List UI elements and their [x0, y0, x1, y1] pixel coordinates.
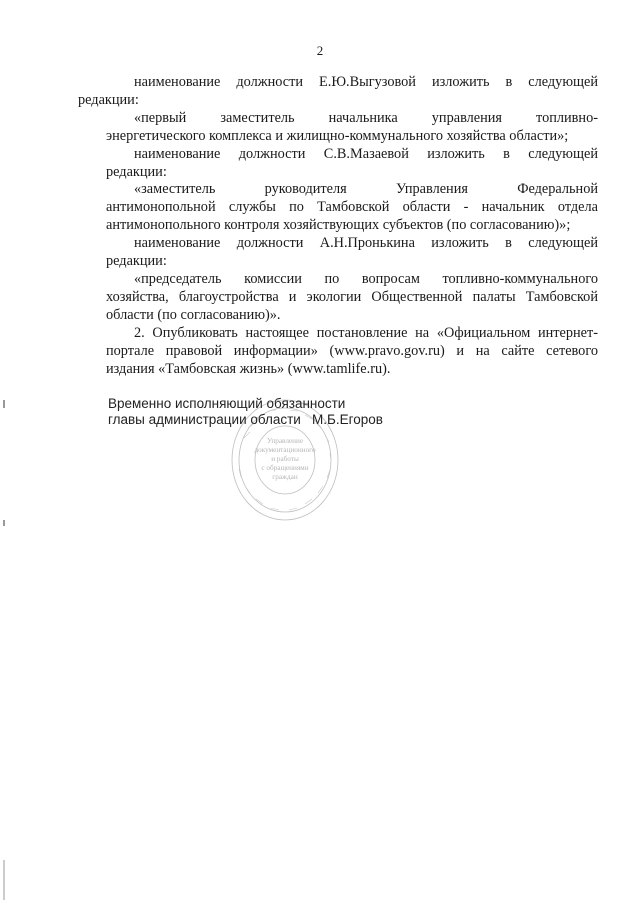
paragraph	[106, 146, 598, 182]
paragraph	[78, 74, 598, 110]
text-line: наименование должности С.В.Мазаевой изложить в следующей	[134, 145, 598, 162]
text-line: «заместитель руководителя Управления Федеральной	[134, 181, 598, 198]
seal-line: Управление	[266, 437, 304, 445]
text-line: редакции:	[78, 91, 139, 108]
text-line: антимонопольного контроля хозяйствующих субъектов (по согласованию)»;	[106, 217, 571, 234]
text-line: «первый заместитель начальника управления топливно-	[134, 109, 598, 126]
text-line: области (по согласованию)».	[106, 306, 281, 323]
text-line: редакции:	[106, 253, 167, 270]
text-line: хозяйства, благоустройства и экологии Общественной палаты Тамбовской	[106, 288, 598, 305]
text-line: антимонопольной службы по Тамбовской области - начальник отдела	[106, 199, 598, 216]
margin-mark	[3, 400, 5, 408]
document-body	[78, 74, 598, 378]
signatory-name: М.Б.Егоров	[312, 412, 383, 427]
paragraph	[106, 271, 598, 325]
seal-line: документационного	[254, 446, 316, 454]
margin-mark	[3, 860, 5, 900]
seal-line: граждан	[272, 473, 298, 481]
signatory-title-line2: главы администрации области	[108, 412, 301, 427]
text-line: энергетического комплекса и жилищно-коммунального хозяйства области»;	[106, 127, 569, 144]
text-line: «председатель комиссии по вопросам топливно-коммунального	[134, 270, 598, 287]
text-line: наименование должности А.Н.Пронькина изложить в следующей	[134, 235, 598, 252]
text-line: 2. Опубликовать настоящее постановление на «Официальном интернет-	[134, 324, 598, 341]
text-line: издания «Тамбовская жизнь» (www.tamlife.ru).	[106, 360, 391, 377]
margin-mark	[3, 520, 5, 526]
signature-block	[108, 396, 383, 428]
page-number: 2	[316, 43, 324, 58]
paragraph	[106, 325, 598, 379]
paragraph	[106, 110, 598, 146]
paragraph	[106, 181, 598, 235]
text-line: редакции:	[106, 163, 167, 180]
text-line: наименование должности Е.Ю.Выгузовой изложить в следующей	[134, 74, 598, 90]
paragraph	[106, 235, 598, 271]
text-line: портале правовой информации» (www.pravo.gov.ru) и на сайте сетевого	[106, 342, 598, 359]
signatory-title-line1: Временно исполняющий обязанности	[108, 396, 346, 411]
seal-line: с обращениями	[261, 464, 309, 472]
seal-line: и работы	[271, 455, 299, 463]
